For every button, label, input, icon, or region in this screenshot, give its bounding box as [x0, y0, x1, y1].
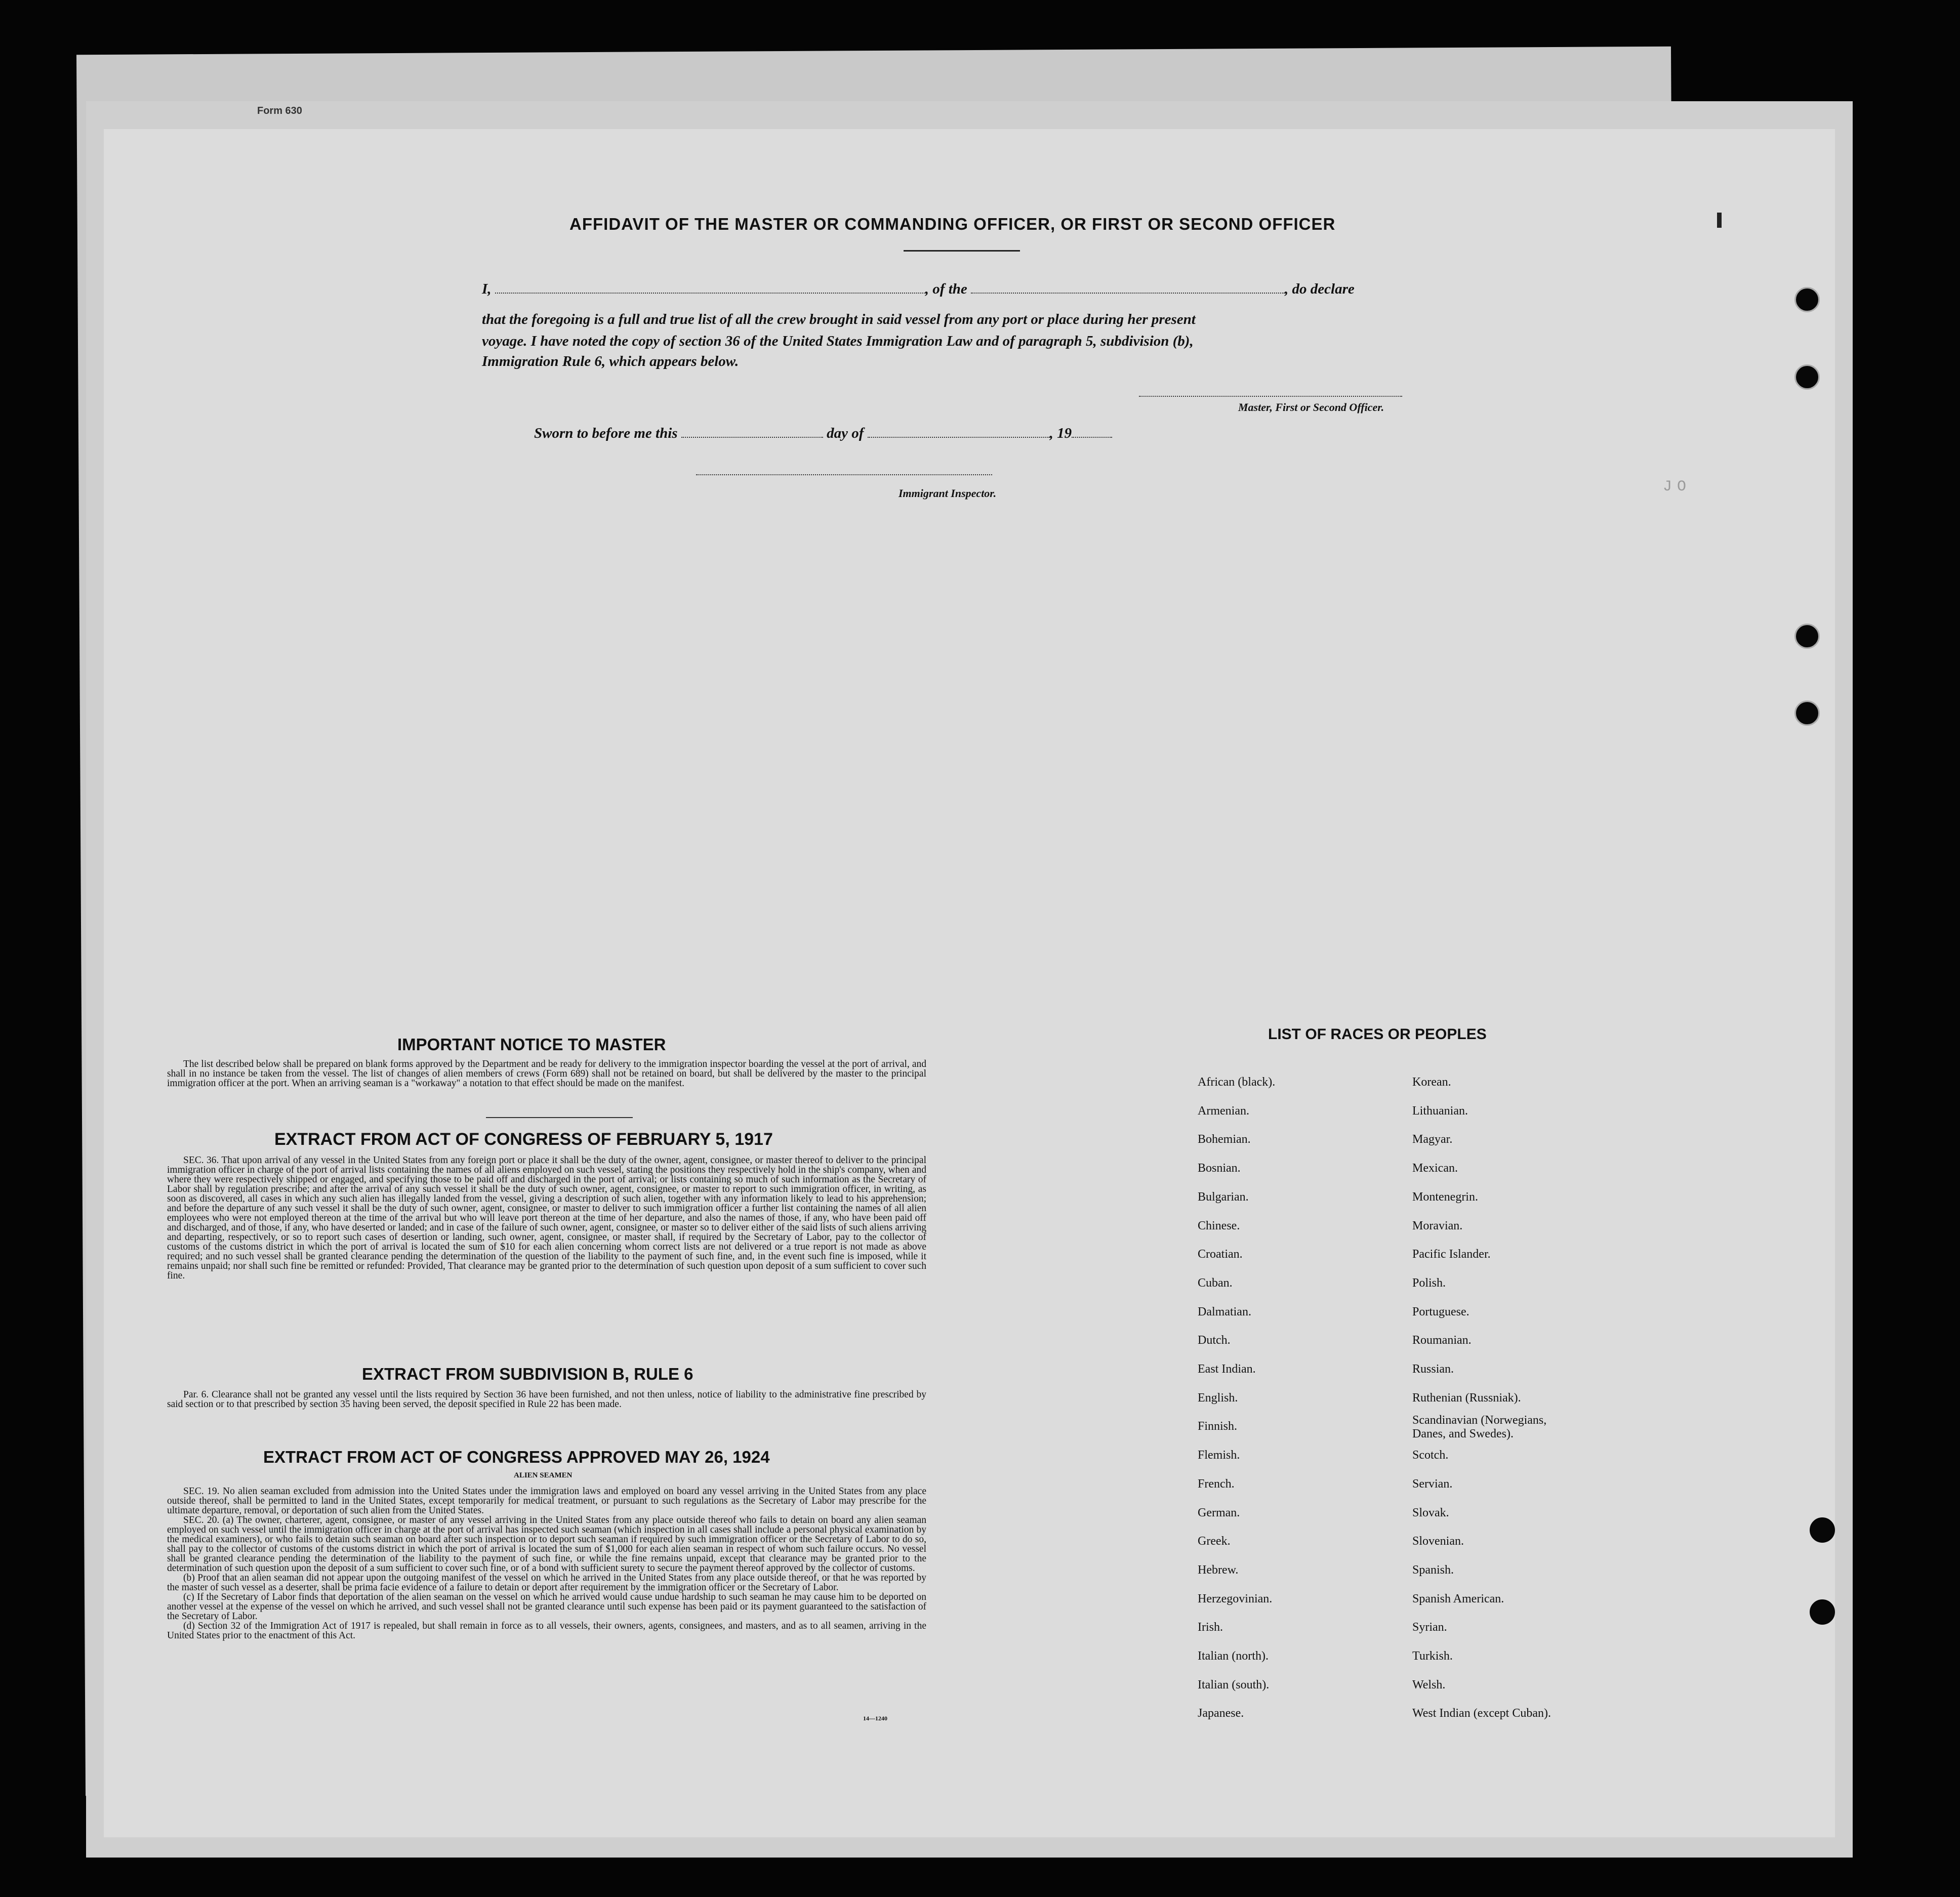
name-field[interactable]: [495, 293, 925, 294]
race-item-right: Montenegrin.: [1412, 1190, 1478, 1204]
title-rule: [904, 250, 1020, 252]
races-title: LIST OF RACES OR PEOPLES: [1268, 1026, 1487, 1043]
punch-hole-icon: [1794, 624, 1820, 649]
race-item-right: Scandinavian (Norwegians, Danes, and Swedes).: [1412, 1414, 1547, 1441]
affidavit-title: AFFIDAVIT OF THE MASTER OR COMMANDING OFFICER, OR FIRST OR SECOND OFFICER: [569, 215, 1336, 233]
act-1917-paragraph: SEC. 36. That upon arrival of any vessel in the United States from any foreign port or place it shall be the duty of the owner, agent, consignee, or master thereof to deliver to the principal immigration officer in charge of the port of arrival lists containing the names of all aliens employed on such vessel, stating the positions they respectively hold in the ship's company, when and where they were respectively shipped or engaged, and specifying those to be paid off and discharged in the port of arrival; or lists containing so much of such information as the Secretary of Labor shall by regulation prescribe; and after the arrival of any such vessel it shall be the duty of such owner, agent, consignee, or master to report to such immigration officer, in writing, as soon as discovered, all cases in which any such alien has illegally landed from the vessel, giving a description of such alien, together with any information likely to lead to his apprehension; and before the departure of any such vessel it shall be the duty of such owner, agent, consignee, or master to deliver to such immigration officer a further list containing the names of all alien employees who were not employed thereon at the time of the arrival but who will leave port thereon at the time of her departure, and also the names of those, if any, who have been paid off and discharged, and of those, if any, who have deserted or landed; and in case of the failure of such owner, agent, consignee, or master so to deliver either of the said lists of such aliens arriving and departing, respectively, or so to report such cases of desertion or landing, such owner, agent, consignee, or master shall, if required by the Secretary of Labor, pay to the collector of customs of the customs district in which the port of arrival is located the sum of $10 for each alien concerning whom correct lists are not delivered or a true report is not made as above required; and no such vessel shall be granted clearance pending the determination of the question of the liability to the payment of such fine, and, in the event such fine is imposed, while it remains unpaid; nor shall such fine be remitted or refunded: Provided, That clearance may be granted prior to the determination of such question upon deposit of a sum sufficient to cover such fine.: [167, 1155, 926, 1281]
race-item-left: Hebrew.: [1198, 1563, 1239, 1577]
punch-hole-icon: [1794, 700, 1820, 726]
race-item-right: Servian.: [1412, 1477, 1453, 1491]
race-item-left: Greek.: [1198, 1535, 1231, 1548]
race-item-left: East Indian.: [1198, 1363, 1256, 1376]
year-label: , 19: [1049, 425, 1072, 441]
act-1924-title: EXTRACT FROM ACT OF CONGRESS APPROVED MAY 26, 1924: [263, 1448, 770, 1466]
rule-6-title: EXTRACT FROM SUBDIVISION B, RULE 6: [362, 1365, 693, 1383]
sworn-label: Sworn to before me this: [534, 425, 678, 441]
race-item-right: Polish.: [1412, 1276, 1446, 1290]
race-item-right: Moravian.: [1412, 1219, 1463, 1232]
notice-text: [167, 1059, 926, 1088]
race-item-right: Spanish.: [1412, 1563, 1454, 1577]
bleed-through-text: JO: [1663, 478, 1692, 496]
rule-6-text: [167, 1390, 926, 1409]
form-number: Form 630: [257, 105, 302, 116]
race-item-left: Dutch.: [1198, 1334, 1231, 1347]
race-item-left: Italian (north).: [1198, 1649, 1269, 1663]
punch-hole-icon: [1794, 287, 1820, 312]
sworn-line: [534, 425, 1112, 442]
race-item-left: Flemish.: [1198, 1449, 1240, 1462]
act-1924-paragraph-2: SEC. 20. (a) The owner, charterer, agent, consignee, or master of any vessel arriving in the United States from any place outside thereof who fails to detain on board any alien seaman employed on such vessel until the immigration officer in charge at the port of arrival has inspected such seaman (which inspection in all cases shall include a personal physical examination by the medical examiners), or who fails to detain such seaman on board after such inspection or to deport such seaman if required by such immigration officer or the Secretary of Labor to do so, shall pay to the collector of customs of the customs district in which the port of arrival is located the sum of $1,000 for each alien seaman in respect of whom such failure occurs. No vessel shall be granted clearance pending the determination of the liability to the payment of such fine, or while the fine remains unpaid, except that clearance may be granted prior to the determination of such question upon the deposit of a sum sufficient to cover such fine, or of a bond with sufficient surety to secure the payment thereof approved by the collector of customs.: [167, 1515, 926, 1574]
race-item-left: Finnish.: [1198, 1420, 1238, 1433]
race-item-right: Slovenian.: [1412, 1535, 1464, 1548]
act-1924-text: [167, 1487, 926, 1640]
race-item-left: African (black).: [1198, 1076, 1276, 1089]
race-item-right: Roumanian.: [1412, 1334, 1472, 1347]
race-item-right: Magyar.: [1412, 1133, 1453, 1146]
act-1924-subtitle: ALIEN SEAMEN: [514, 1471, 573, 1479]
race-item-right: Korean.: [1412, 1076, 1451, 1089]
race-item-left: French.: [1198, 1477, 1235, 1491]
punch-hole-icon: [1810, 1517, 1835, 1543]
vessel-field[interactable]: [971, 293, 1285, 294]
race-item-right: Mexican.: [1412, 1162, 1458, 1175]
race-item-right: Russian.: [1412, 1363, 1454, 1376]
race-item-left: Chinese.: [1198, 1219, 1240, 1232]
race-item-left: Irish.: [1198, 1621, 1223, 1634]
act-1917-text: [167, 1156, 926, 1281]
race-item-right: Syrian.: [1412, 1621, 1447, 1634]
race-item-right: Welsh.: [1412, 1678, 1446, 1692]
notice-rule: [486, 1117, 633, 1118]
race-item-right: Slovak.: [1412, 1506, 1449, 1519]
race-item-right: West Indian (except Cuban).: [1412, 1707, 1551, 1720]
punch-hole-icon: [1810, 1599, 1835, 1625]
act-1924-paragraph-3: (b) Proof that an alien seaman did not appear upon the outgoing manifest of the vessel on which he arrived in the United States from any place outside thereof, or that he was reported by the master of such vessel as a deserter, shall be prima facie evidence of a failure to detain or deport after requirement by the immigration officer or the Secretary of Labor.: [167, 1573, 926, 1593]
edge-mark: [1717, 213, 1722, 228]
race-item-left: Dalmatian.: [1198, 1305, 1251, 1318]
race-item-right: Pacific Islander.: [1412, 1248, 1491, 1261]
sworn-month-field[interactable]: [868, 437, 1050, 438]
race-item-left: Bulgarian.: [1198, 1190, 1249, 1204]
notice-paragraph: The list described below shall be prepared on blank forms approved by the Department and be ready for delivery to the immigration inspector boarding the vessel at the port of arrival, and shall in no instance be taken from the vessel. The list of changes of alien members of crews (Form 689) shall not be retained on board, but shall be delivered by the master to the principal immigration officer at the port. When an arriving seaman is a "workaway" a notation to that effect should be made on the manifest.: [167, 1059, 926, 1089]
master-caption: Master, First or Second Officer.: [1238, 401, 1384, 414]
rule-6-paragraph: Par. 6. Clearance shall not be granted any vessel until the lists required by Section 36 have been furnished, and not then unless, notice of liability to the administrative fine prescribed by said section or to that prescribed by section 35 having been served, the deposit specified in Rule 22 has been made.: [167, 1389, 926, 1410]
race-item-right: Scotch.: [1412, 1449, 1449, 1462]
declare-label: , do declare: [1285, 281, 1355, 297]
race-item-left: Japanese.: [1198, 1707, 1244, 1720]
race-item-right: Turkish.: [1412, 1649, 1453, 1663]
sworn-day-field[interactable]: [681, 437, 823, 438]
declaration-line-1: [482, 281, 1355, 298]
race-item-left: Italian (south).: [1198, 1678, 1270, 1692]
race-item-left: Cuban.: [1198, 1276, 1233, 1290]
race-item-right: Lithuanian.: [1412, 1104, 1468, 1118]
race-item-left: Herzegovinian.: [1198, 1592, 1273, 1605]
inspector-signature-line[interactable]: [696, 473, 992, 475]
race-item-left: English.: [1198, 1391, 1238, 1405]
race-item-left: Bohemian.: [1198, 1133, 1251, 1146]
print-code: 14—1240: [863, 1715, 887, 1722]
act-1924-paragraph-4: (c) If the Secretary of Labor finds that deportation of the alien seaman on the vessel on which he arrived would cause undue hardship to such seaman he may cause him to be deported on another vessel at the expense of the vessel on which he arrived, and such vessel shall not be granted clearance until such expense has been paid or its payment guaranteed to the satisfaction of the Secretary of Labor.: [167, 1592, 926, 1622]
declaration-line-2: that the foregoing is a full and true list of all the crew brought in said vessel from any port or place during her present: [482, 311, 1196, 327]
race-item-right: Ruthenian (Russniak).: [1412, 1391, 1521, 1405]
declaration-line-4: Immigration Rule 6, which appears below.: [482, 353, 739, 369]
act-1917-title: EXTRACT FROM ACT OF CONGRESS OF FEBRUARY 5, 1917: [274, 1130, 773, 1149]
sworn-year-field[interactable]: [1072, 437, 1112, 438]
race-item-left: Croatian.: [1198, 1248, 1243, 1261]
act-1924-paragraph-1: SEC. 19. No alien seaman excluded from admission into the United States under the immigration laws and employed on board any vessel arriving in the United States from any place outside thereof, shall be permitted to land in the United States, except temporarily for medical treatment, or pursuant to such regulations as the Secretary of Labor may prescribe for the ultimate departure, removal, or deportation of such alien from the United States.: [167, 1486, 926, 1516]
inspector-caption: Immigrant Inspector.: [899, 487, 997, 500]
notice-title: IMPORTANT NOTICE TO MASTER: [397, 1035, 666, 1054]
race-item-right: Portuguese.: [1412, 1305, 1469, 1318]
of-the-label: , of the: [925, 281, 967, 297]
race-item-left: Bosnian.: [1198, 1162, 1241, 1175]
punch-hole-icon: [1794, 364, 1820, 390]
act-1924-paragraph-5: (d) Section 32 of the Immigration Act of 1917 is repealed, but shall remain in force as to all vessels, their owners, agents, consignees, and masters, and as to all seamen, arriving in the United States prior to the enactment of this Act.: [167, 1621, 926, 1641]
race-item-left: Armenian.: [1198, 1104, 1249, 1118]
race-item-right: Spanish American.: [1412, 1592, 1504, 1605]
master-signature-line[interactable]: [1139, 395, 1402, 397]
race-item-left: German.: [1198, 1506, 1240, 1519]
declaration-i: I,: [482, 281, 492, 297]
declaration-line-3: voyage. I have noted the copy of section 36 of the United States Immigration Law and of paragraph 5, subdivision (b),: [482, 333, 1194, 349]
day-of-label: day of: [827, 425, 864, 441]
